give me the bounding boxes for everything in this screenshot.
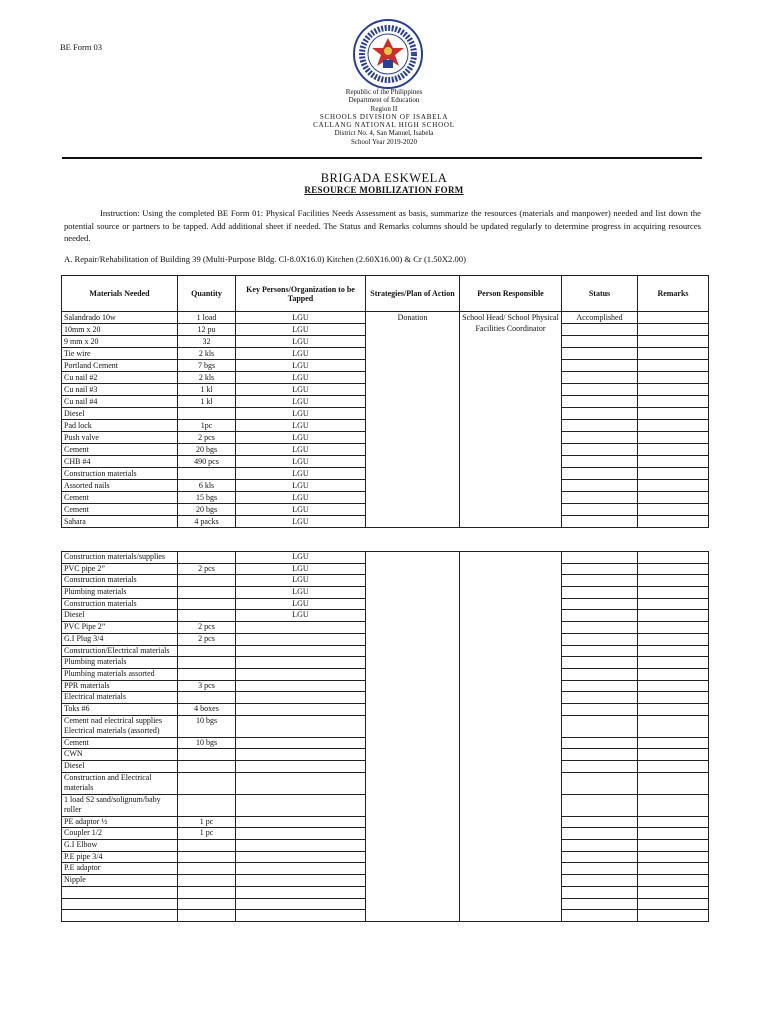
quantity-cell	[178, 886, 236, 898]
status-cell	[562, 575, 638, 587]
remarks-cell	[638, 444, 709, 456]
key-person-cell: LGU	[236, 444, 366, 456]
key-person-cell	[236, 737, 366, 749]
status-cell	[562, 372, 638, 384]
quantity-cell: 10 bgs	[178, 715, 236, 737]
instruction-text: Instruction: Using the completed BE Form 01: Physical Facilities Needs Assessment as basis, summarize the resources (materials and manpower) needed and list down the potential source or partners to be tapped. Add additional sheet if needed. The Status and Remarks columns should be updated regularly to determine progress in acquiring resources needed.	[64, 208, 701, 243]
remarks-cell	[638, 840, 709, 852]
quantity-cell	[178, 692, 236, 704]
material-cell: G.I Elbow	[62, 840, 178, 852]
key-person-cell: LGU	[236, 384, 366, 396]
quantity-cell: 32	[178, 336, 236, 348]
key-person-cell	[236, 622, 366, 634]
quantity-cell	[178, 468, 236, 480]
status-cell	[562, 875, 638, 887]
status-cell	[562, 456, 638, 468]
key-person-cell: LGU	[236, 598, 366, 610]
material-cell: Cu nail #4	[62, 396, 178, 408]
material-cell: 9 mm x 20	[62, 336, 178, 348]
key-person-cell: LGU	[236, 575, 366, 587]
quantity-cell	[178, 749, 236, 761]
status-cell	[562, 863, 638, 875]
remarks-cell	[638, 587, 709, 599]
remarks-cell	[638, 563, 709, 575]
material-cell: Nipple	[62, 875, 178, 887]
status-cell	[562, 420, 638, 432]
remarks-cell	[638, 504, 709, 516]
remarks-cell	[638, 408, 709, 420]
material-cell: Toks #6	[62, 703, 178, 715]
header-republic: Republic of the Philippines	[345, 88, 423, 96]
strategy-cell	[366, 552, 460, 922]
quantity-cell	[178, 668, 236, 680]
material-cell: Construction/Electrical materials	[62, 645, 178, 657]
material-cell: Cu nail #2	[62, 372, 178, 384]
key-person-cell: LGU	[236, 468, 366, 480]
material-cell: Diesel	[62, 408, 178, 420]
quantity-cell: 20 bgs	[178, 444, 236, 456]
status-cell	[562, 761, 638, 773]
key-person-cell: LGU	[236, 610, 366, 622]
col-key-persons: Key Persons/Organization to be Tapped	[236, 276, 366, 312]
material-cell	[62, 898, 178, 910]
remarks-cell	[638, 863, 709, 875]
key-person-cell	[236, 772, 366, 794]
remarks-cell	[638, 480, 709, 492]
status-cell	[562, 645, 638, 657]
material-cell: Cement nad electrical supplies Electrical materials (assorted)	[62, 715, 178, 737]
quantity-cell	[178, 610, 236, 622]
key-person-cell: LGU	[236, 587, 366, 599]
quantity-cell: 1 load	[178, 312, 236, 324]
remarks-cell	[638, 645, 709, 657]
status-cell	[562, 715, 638, 737]
quantity-cell: 2 pcs	[178, 622, 236, 634]
material-cell: Construction and Electrical materials	[62, 772, 178, 794]
status-cell	[562, 886, 638, 898]
material-cell: Tie wire	[62, 348, 178, 360]
remarks-cell	[638, 552, 709, 564]
material-cell: Cement	[62, 504, 178, 516]
material-cell: G.I Plug 3/4	[62, 633, 178, 645]
status-cell	[562, 680, 638, 692]
deped-seal-icon	[352, 18, 424, 90]
col-materials: Materials Needed	[62, 276, 178, 312]
quantity-cell	[178, 875, 236, 887]
status-cell	[562, 794, 638, 816]
header-division: SCHOOLS DIVISION OF ISABELA	[319, 112, 449, 121]
key-person-cell: LGU	[236, 552, 366, 564]
remarks-cell	[638, 420, 709, 432]
remarks-cell	[638, 610, 709, 622]
material-cell: Push valve	[62, 432, 178, 444]
material-cell: 1 load S2 sand/solignum/baby roller	[62, 794, 178, 816]
key-person-cell	[236, 749, 366, 761]
material-cell: PVC pipe 2”	[62, 563, 178, 575]
form-subtitle: RESOURCE MOBILIZATION FORM	[304, 185, 464, 195]
remarks-cell	[638, 348, 709, 360]
table-row	[62, 312, 709, 324]
key-person-cell	[236, 633, 366, 645]
remarks-cell	[638, 668, 709, 680]
status-cell	[562, 668, 638, 680]
quantity-cell	[178, 794, 236, 816]
resource-table-1	[61, 275, 709, 528]
quantity-cell: 490 pcs	[178, 456, 236, 468]
remarks-cell	[638, 384, 709, 396]
status-cell: Accomplished	[562, 312, 638, 324]
material-cell: Salandrado 10w	[62, 312, 178, 324]
remarks-cell	[638, 680, 709, 692]
school-header	[0, 88, 768, 146]
quantity-cell	[178, 552, 236, 564]
remarks-cell	[638, 633, 709, 645]
status-cell	[562, 444, 638, 456]
key-person-cell: LGU	[236, 432, 366, 444]
quantity-cell: 7 bgs	[178, 360, 236, 372]
key-person-cell	[236, 645, 366, 657]
status-cell	[562, 336, 638, 348]
key-person-cell: LGU	[236, 324, 366, 336]
status-cell	[562, 552, 638, 564]
status-cell	[562, 598, 638, 610]
resource-table-2	[61, 551, 709, 922]
quantity-cell: 1 pc	[178, 828, 236, 840]
strategy-cell: Donation	[366, 312, 460, 528]
material-cell: Construction materials	[62, 598, 178, 610]
quantity-cell: 1 kl	[178, 384, 236, 396]
remarks-cell	[638, 910, 709, 922]
remarks-cell	[638, 886, 709, 898]
quantity-cell: 1 pc	[178, 816, 236, 828]
quantity-cell	[178, 863, 236, 875]
status-cell	[562, 492, 638, 504]
quantity-cell: 2 pcs	[178, 633, 236, 645]
status-cell	[562, 432, 638, 444]
header-department: Department of Education	[348, 96, 420, 105]
header-address: District No. 4, San Manuel, Isabela	[334, 129, 434, 138]
key-person-cell: LGU	[236, 420, 366, 432]
material-cell: Pad lock	[62, 420, 178, 432]
key-person-cell: LGU	[236, 396, 366, 408]
quantity-cell	[178, 657, 236, 669]
key-person-cell	[236, 828, 366, 840]
material-cell: Diesel	[62, 761, 178, 773]
status-cell	[562, 898, 638, 910]
key-person-cell: LGU	[236, 492, 366, 504]
quantity-cell: 2 pcs	[178, 563, 236, 575]
material-cell: Plumbing materials assorted	[62, 668, 178, 680]
material-cell: Diesel	[62, 610, 178, 622]
material-cell: Cement	[62, 492, 178, 504]
material-cell: Sahara	[62, 516, 178, 528]
material-cell: Cu nail #3	[62, 384, 178, 396]
key-person-cell	[236, 910, 366, 922]
remarks-cell	[638, 737, 709, 749]
key-person-cell: LGU	[236, 456, 366, 468]
quantity-cell: 1 kl	[178, 396, 236, 408]
remarks-cell	[638, 828, 709, 840]
material-cell: CHB #4	[62, 456, 178, 468]
status-cell	[562, 692, 638, 704]
remarks-cell	[638, 575, 709, 587]
status-cell	[562, 504, 638, 516]
material-cell: PPR materials	[62, 680, 178, 692]
status-cell	[562, 772, 638, 794]
quantity-cell	[178, 575, 236, 587]
status-cell	[562, 657, 638, 669]
remarks-cell	[638, 816, 709, 828]
status-cell	[562, 324, 638, 336]
col-remarks: Remarks	[638, 276, 709, 312]
quantity-cell: 4 boxes	[178, 703, 236, 715]
key-person-cell	[236, 794, 366, 816]
remarks-cell	[638, 336, 709, 348]
remarks-cell	[638, 312, 709, 324]
material-cell: Electrical materials	[62, 692, 178, 704]
remarks-cell	[638, 772, 709, 794]
status-cell	[562, 396, 638, 408]
remarks-cell	[638, 456, 709, 468]
status-cell	[562, 828, 638, 840]
material-cell: Plumbing materials	[62, 587, 178, 599]
status-cell	[562, 737, 638, 749]
material-cell: P.E pipe 3/4	[62, 851, 178, 863]
material-cell: Construction materials	[62, 468, 178, 480]
status-cell	[562, 348, 638, 360]
remarks-cell	[638, 794, 709, 816]
status-cell	[562, 360, 638, 372]
remarks-cell	[638, 432, 709, 444]
status-cell	[562, 480, 638, 492]
status-cell	[562, 610, 638, 622]
material-cell: Construction materials	[62, 575, 178, 587]
key-person-cell	[236, 692, 366, 704]
header-school: CALLANG NATIONAL HIGH SCHOOL	[313, 121, 455, 130]
table-row	[62, 552, 709, 564]
quantity-cell: 12 pu	[178, 324, 236, 336]
status-cell	[562, 516, 638, 528]
quantity-cell: 20 bgs	[178, 504, 236, 516]
remarks-cell	[638, 622, 709, 634]
remarks-cell	[638, 324, 709, 336]
key-person-cell: LGU	[236, 348, 366, 360]
quantity-cell: 2 kls	[178, 348, 236, 360]
remarks-cell	[638, 468, 709, 480]
status-cell	[562, 910, 638, 922]
remarks-cell	[638, 898, 709, 910]
material-cell: PVC Pipe 2”	[62, 622, 178, 634]
material-cell: Cement	[62, 444, 178, 456]
col-quantity: Quantity	[178, 276, 236, 312]
material-cell	[62, 886, 178, 898]
quantity-cell	[178, 587, 236, 599]
header-divider	[62, 157, 702, 159]
status-cell	[562, 563, 638, 575]
status-cell	[562, 840, 638, 852]
material-cell: Portland Cement	[62, 360, 178, 372]
material-cell: Construction materials/supplies	[62, 552, 178, 564]
quantity-cell: 1pc	[178, 420, 236, 432]
material-cell: Coupler 1/2	[62, 828, 178, 840]
key-person-cell: LGU	[236, 336, 366, 348]
material-cell: Cement	[62, 737, 178, 749]
form-number: BE Form 03	[60, 42, 103, 52]
key-person-cell: LGU	[236, 372, 366, 384]
material-cell: CWN	[62, 749, 178, 761]
key-person-cell	[236, 703, 366, 715]
status-cell	[562, 587, 638, 599]
key-person-cell: LGU	[236, 504, 366, 516]
status-cell	[562, 468, 638, 480]
material-cell	[62, 910, 178, 922]
quantity-cell	[178, 910, 236, 922]
material-cell: P.E adaptor	[62, 863, 178, 875]
key-person-cell	[236, 680, 366, 692]
remarks-cell	[638, 492, 709, 504]
section-a-label: A. Repair/Rehabilitation of Building 39 (Multi-Purpose Bldg. Cl-8.0X16.0) Kitchen (2.60X16.00) & Cr (1.50X2.00)	[64, 254, 466, 264]
remarks-cell	[638, 703, 709, 715]
status-cell	[562, 851, 638, 863]
remarks-cell	[638, 516, 709, 528]
col-status: Status	[562, 276, 638, 312]
form-title: BRIGADA ESKWELA	[320, 171, 448, 185]
material-cell: 10mm x 20	[62, 324, 178, 336]
header-region: Region II	[370, 104, 398, 113]
key-person-cell: LGU	[236, 563, 366, 575]
quantity-cell	[178, 840, 236, 852]
quantity-cell	[178, 408, 236, 420]
status-cell	[562, 749, 638, 761]
quantity-cell	[178, 898, 236, 910]
status-cell	[562, 816, 638, 828]
quantity-cell: 4 packs	[178, 516, 236, 528]
key-person-cell	[236, 816, 366, 828]
status-cell	[562, 408, 638, 420]
key-person-cell	[236, 898, 366, 910]
status-cell	[562, 622, 638, 634]
remarks-cell	[638, 851, 709, 863]
quantity-cell	[178, 761, 236, 773]
remarks-cell	[638, 372, 709, 384]
header-school-year: School Year 2019-2020	[351, 137, 417, 146]
key-person-cell: LGU	[236, 312, 366, 324]
key-person-cell	[236, 657, 366, 669]
status-cell	[562, 384, 638, 396]
quantity-cell: 3 pcs	[178, 680, 236, 692]
remarks-cell	[638, 692, 709, 704]
key-person-cell	[236, 761, 366, 773]
person-responsible-cell	[460, 552, 562, 922]
key-person-cell	[236, 840, 366, 852]
quantity-cell: 2 kls	[178, 372, 236, 384]
remarks-cell	[638, 749, 709, 761]
key-person-cell	[236, 715, 366, 737]
status-cell	[562, 703, 638, 715]
remarks-cell	[638, 875, 709, 887]
key-person-cell: LGU	[236, 408, 366, 420]
key-person-cell: LGU	[236, 360, 366, 372]
quantity-cell	[178, 772, 236, 794]
material-cell: Assorted nails	[62, 480, 178, 492]
col-strategies: Strategies/Plan of Action	[366, 276, 460, 312]
col-person-responsible: Person Responsible	[460, 276, 562, 312]
key-person-cell	[236, 668, 366, 680]
quantity-cell: 15 bgs	[178, 492, 236, 504]
remarks-cell	[638, 761, 709, 773]
quantity-cell: 10 bgs	[178, 737, 236, 749]
remarks-cell	[638, 715, 709, 737]
status-cell	[562, 633, 638, 645]
quantity-cell: 2 pcs	[178, 432, 236, 444]
remarks-cell	[638, 360, 709, 372]
key-person-cell	[236, 851, 366, 863]
key-person-cell	[236, 863, 366, 875]
remarks-cell	[638, 598, 709, 610]
material-cell: PE adaptor ½	[62, 816, 178, 828]
key-person-cell: LGU	[236, 480, 366, 492]
quantity-cell	[178, 645, 236, 657]
key-person-cell	[236, 886, 366, 898]
remarks-cell	[638, 657, 709, 669]
quantity-cell: 6 kls	[178, 480, 236, 492]
material-cell: Plumbing materials	[62, 657, 178, 669]
quantity-cell	[178, 851, 236, 863]
person-responsible-cell: School Head/ School Physical Facilities Coordinator	[460, 312, 562, 528]
key-person-cell	[236, 875, 366, 887]
key-person-cell: LGU	[236, 516, 366, 528]
remarks-cell	[638, 396, 709, 408]
quantity-cell	[178, 598, 236, 610]
